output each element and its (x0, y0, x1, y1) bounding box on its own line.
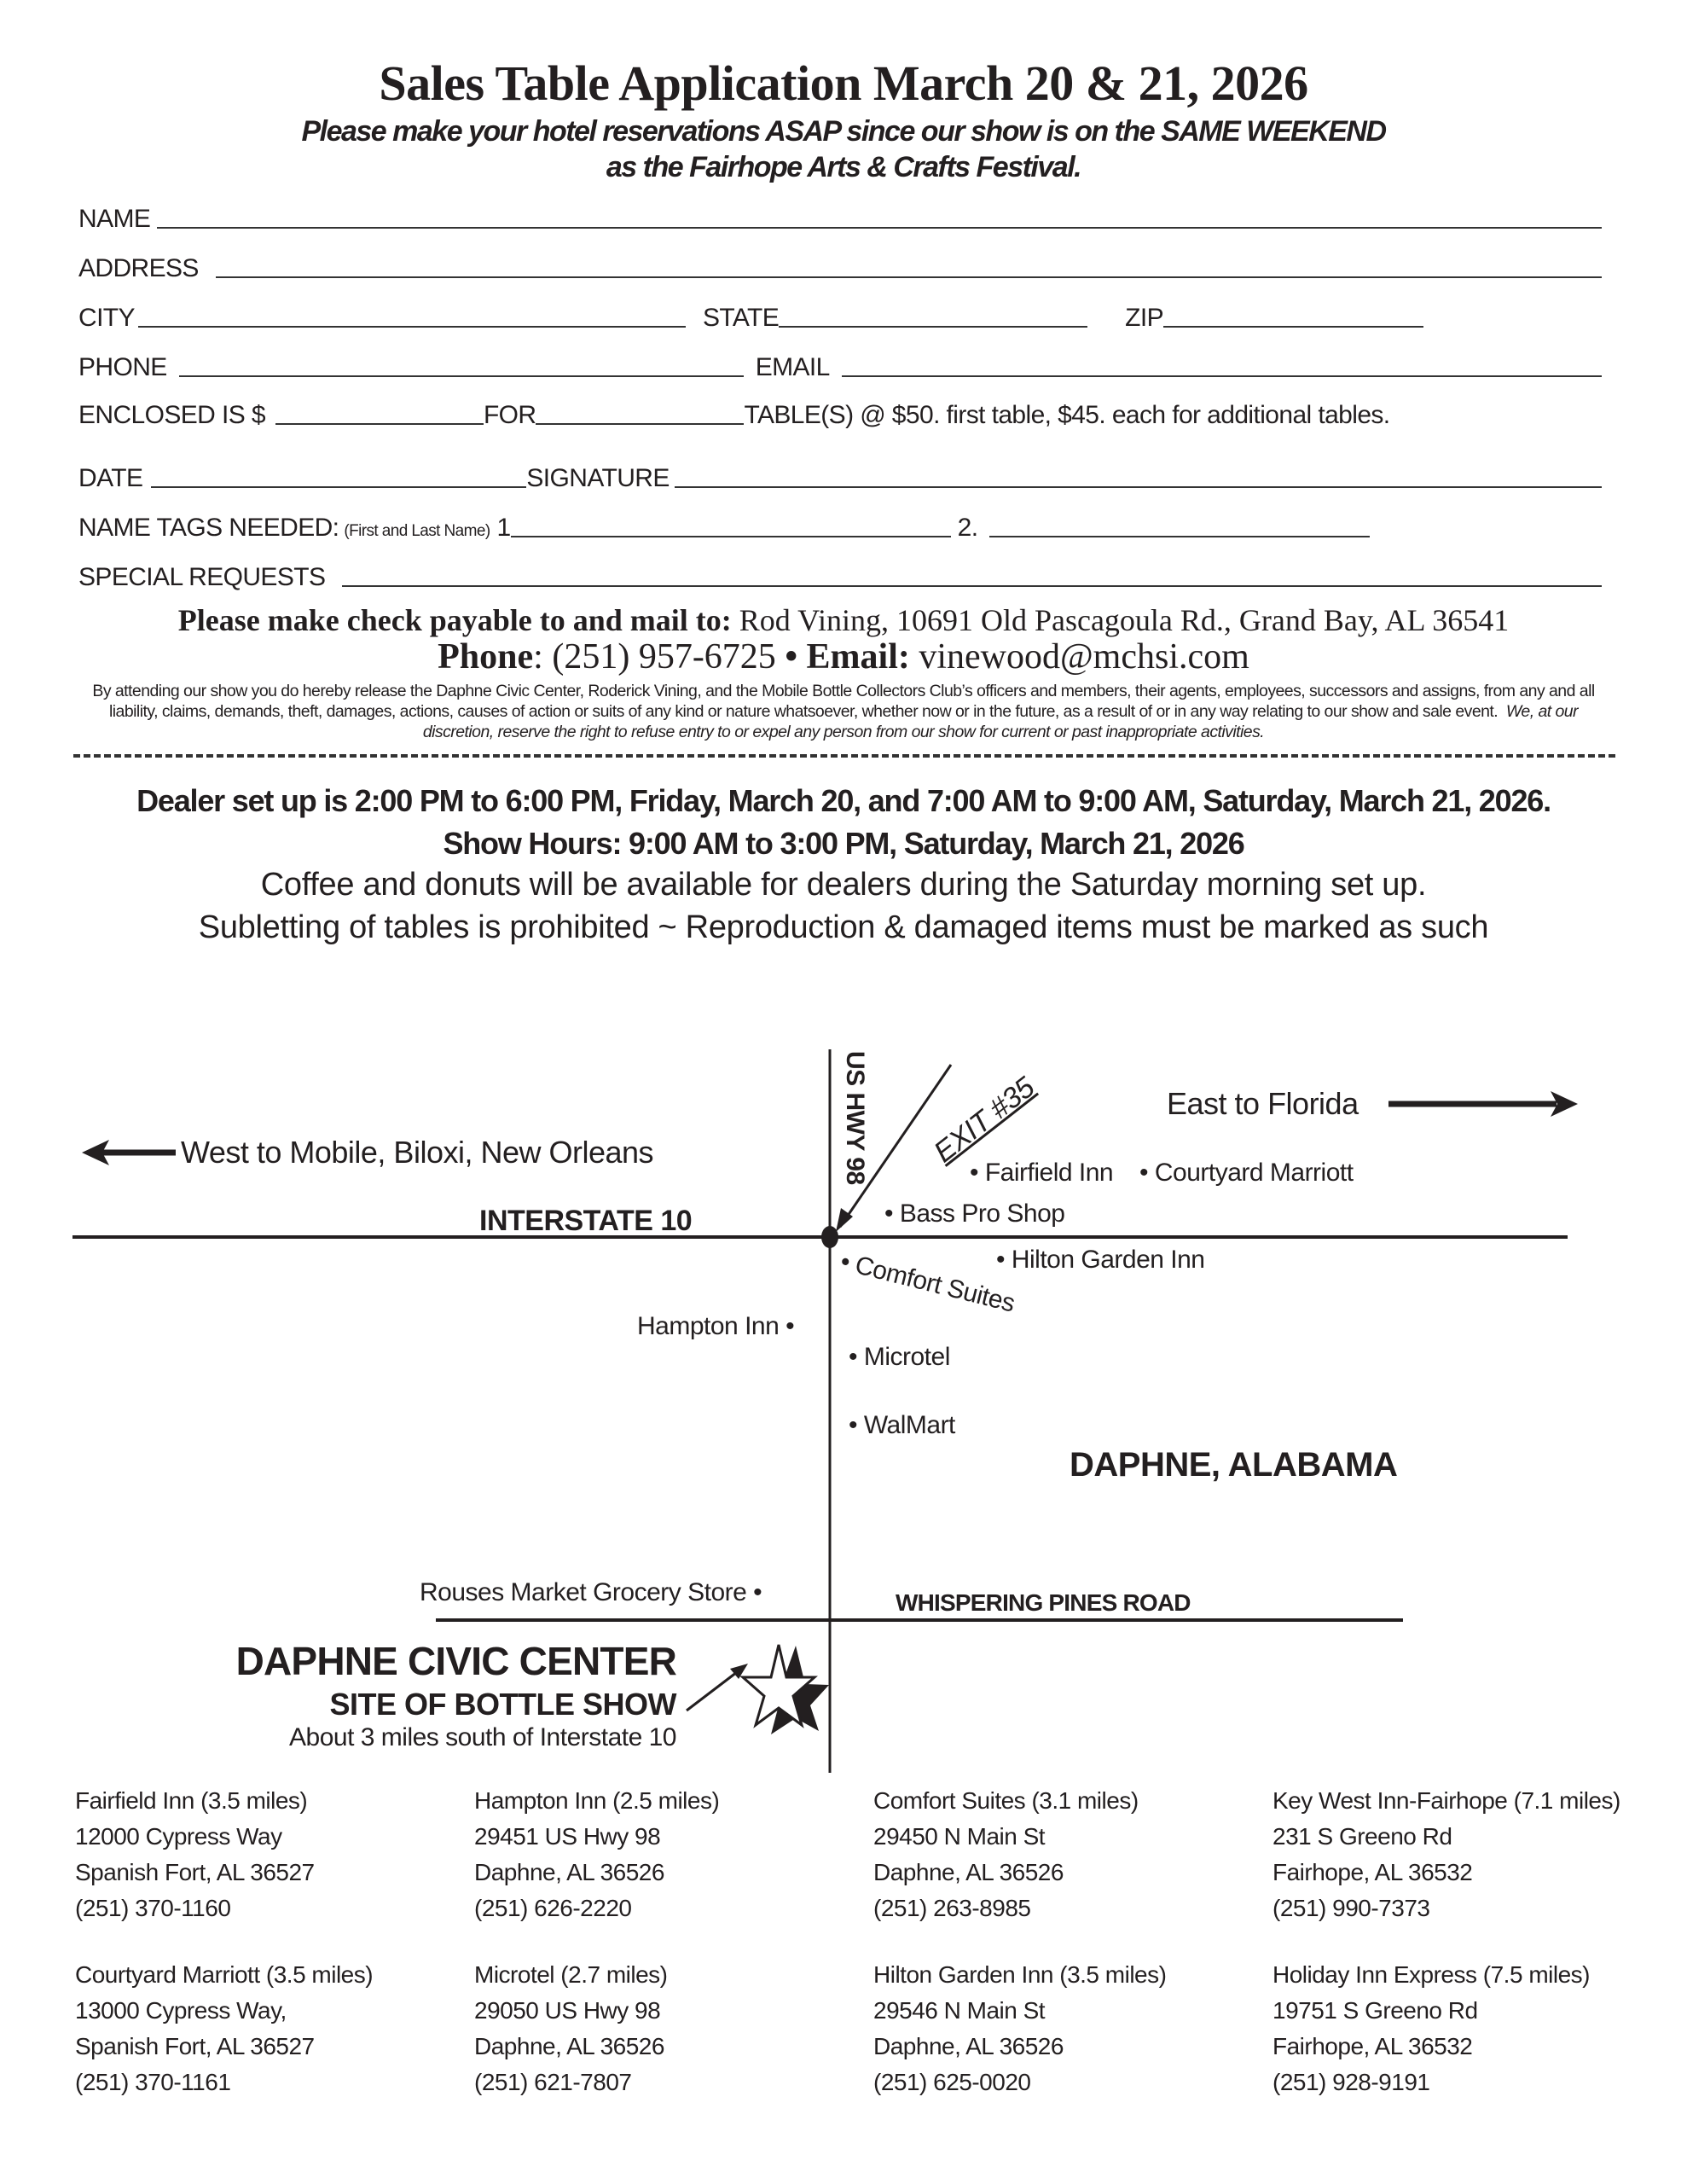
amount-field[interactable] (275, 422, 484, 425)
bullet-separator: • (775, 637, 807, 677)
hotel-street: 12000 Cypress Way (75, 1823, 282, 1850)
hotel-listing (474, 1957, 873, 2100)
disclaimer-text: By attending our show you do hereby release the Daphne Civic Center, Roderick Vining, and the Mobile Bottle Collectors Club’s officers and members, their agents, employees, successors and assigns, from any and all liability, claims, demands, theft, damages, actions, causes of action or suits of any kind or nature whatsoever, whether now or in the future, as a result of or in any way relating to our show and sale event. (92, 682, 1595, 721)
hotel-street: 29050 US Hwy 98 (474, 1997, 661, 2024)
hotel-list (75, 1783, 1661, 2100)
hotel-notice-line-2: as the Fairhope Arts & Crafts Festival. (606, 151, 1081, 183)
venue-name: DAPHNE CIVIC CENTER (235, 1639, 676, 1683)
hotel-name: Hilton Garden Inn (3.5 miles) (873, 1961, 1167, 1988)
name-tag-1-field[interactable] (511, 535, 951, 537)
hotel-name: Microtel (2.7 miles) (474, 1961, 668, 1988)
hotel-street: 29546 N Main St (873, 1997, 1046, 2024)
show-hours-text: Show Hours: 9:00 AM to 3:00 PM, Saturday, March 21, 2026 (443, 826, 1244, 861)
address-field[interactable] (216, 276, 1602, 278)
name-label: NAME (78, 205, 151, 233)
landmark-hampton-inn: Hampton Inn • (637, 1312, 795, 1340)
city-label: CITY (78, 304, 135, 332)
hotel-phone: (251) 263-8985 (873, 1895, 1031, 1921)
state-label: STATE (702, 304, 780, 332)
exit-35-label: EXIT #35 (927, 1071, 1041, 1170)
contact-email[interactable]: vinewood@mchsi.com (919, 637, 1249, 677)
hotel-name: Hampton Inn (2.5 miles) (474, 1787, 720, 1814)
name-tag-2-field[interactable] (989, 535, 1370, 537)
west-direction-label: West to Mobile, Biloxi, New Orleans (181, 1135, 654, 1170)
signature-field[interactable] (675, 485, 1602, 488)
hotel-street: 13000 Cypress Way, (75, 1997, 287, 2024)
hotel-city: Fairhope, AL 36532 (1272, 2033, 1473, 2059)
contact-phone-label: Phone (438, 637, 534, 677)
state-field[interactable] (779, 325, 1087, 328)
mail-instructions (0, 602, 1687, 638)
hotel-street: 29451 US Hwy 98 (474, 1823, 661, 1850)
east-arrow-icon (1388, 1091, 1578, 1117)
city-field[interactable] (138, 325, 686, 328)
west-arrow-icon (82, 1140, 176, 1165)
hotel-city: Daphne, AL 36526 (474, 1859, 664, 1885)
hotel-listing (474, 1783, 873, 1926)
zip-field[interactable] (1163, 325, 1423, 328)
landmark-bass-pro-shop: • Bass Pro Shop (884, 1199, 1065, 1228)
hotel-street: 29450 N Main St (873, 1823, 1046, 1850)
landmark-walmart: • WalMart (849, 1411, 955, 1439)
east-direction-label: East to Florida (1167, 1086, 1359, 1121)
hotel-street: 231 S Greeno Rd (1272, 1823, 1452, 1850)
hotel-phone: (251) 370-1160 (75, 1895, 231, 1921)
venue-arrow-line (687, 1670, 740, 1711)
landmark-fairfield-inn: • Fairfield Inn (970, 1159, 1114, 1187)
special-requests-label: SPECIAL REQUESTS (78, 563, 326, 591)
name-row (78, 201, 1602, 235)
hotel-name: Fairfield Inn (3.5 miles) (75, 1787, 308, 1814)
table-count-field[interactable] (536, 422, 744, 425)
us-hwy-98-label: US HWY 98 (841, 1051, 869, 1185)
landmark-courtyard-marriott: • Courtyard Marriott (1139, 1159, 1354, 1187)
hotel-phone: (251) 625-0020 (873, 2069, 1031, 2095)
contact-email-label: Email: (806, 637, 910, 677)
name-tags-row (78, 510, 1602, 544)
hotel-name: Key West Inn-Fairhope (7.1 miles) (1272, 1787, 1620, 1814)
date-signature-row (78, 461, 1602, 495)
hotel-listing (1272, 1783, 1661, 1926)
coffee-notice: Coffee and donuts will be available for dealers during the Saturday morning set up. (260, 867, 1427, 903)
contact-line (0, 636, 1687, 677)
contact-phone: : (251) 957-6725 (533, 637, 776, 677)
signature-label: SIGNATURE (526, 464, 670, 492)
special-requests-row (78, 560, 1602, 594)
hotel-phone: (251) 928-9191 (1272, 2069, 1430, 2095)
interstate-10-label: INTERSTATE 10 (479, 1205, 693, 1237)
hotel-city: Daphne, AL 36526 (873, 2033, 1064, 2059)
hotel-listing (873, 1957, 1272, 2100)
enclosed-row (78, 398, 1602, 432)
city-state-zip-row (78, 300, 1602, 334)
hotel-name: Courtyard Marriott (3.5 miles) (75, 1961, 374, 1988)
date-label: DATE (78, 464, 143, 492)
hotel-phone: (251) 370-1161 (75, 2069, 231, 2095)
interchange-dot (821, 1226, 838, 1248)
hotel-phone: (251) 626-2220 (474, 1895, 632, 1921)
email-field[interactable] (842, 375, 1602, 377)
landmark-hilton-garden-inn: • Hilton Garden Inn (996, 1246, 1205, 1274)
email-label: EMAIL (755, 353, 830, 381)
hotel-listing (75, 1957, 474, 2100)
page-title: Sales Table Application March 20 & 21, 2026 (379, 55, 1308, 111)
address-label: ADDRESS (78, 254, 199, 282)
for-label: FOR (483, 401, 536, 429)
phone-field[interactable] (179, 375, 744, 377)
hotel-listing (1272, 1957, 1661, 2100)
disclaimer-italic: We, at our discretion, reserve the right to refuse entry to or expel any person from our show for current or past inappropriate activities. (422, 702, 1579, 741)
zip-label: ZIP (1125, 304, 1164, 332)
hotel-city: Daphne, AL 36526 (873, 1859, 1064, 1885)
whispering-pines-label: WHISPERING PINES ROAD (896, 1589, 1191, 1616)
hotel-phone: (251) 990-7373 (1272, 1895, 1430, 1921)
city-label: DAPHNE, ALABAMA (1070, 1446, 1398, 1484)
hotel-listing (873, 1783, 1272, 1926)
name-tag-2-label: 2. (957, 514, 978, 542)
name-field[interactable] (157, 226, 1602, 229)
cut-line-divider (73, 754, 1615, 758)
hotel-city: Fairhope, AL 36532 (1272, 1859, 1473, 1885)
table-pricing-text: TABLE(S) @ $50. first table, $45. each for additional tables. (744, 401, 1390, 429)
venue-subtitle: SITE OF BOTTLE SHOW (329, 1687, 676, 1722)
hotel-name: Comfort Suites (3.1 miles) (873, 1787, 1139, 1814)
landmark-comfort-suites: • Comfort Suites (838, 1247, 1018, 1318)
liability-disclaimer (72, 681, 1615, 742)
directions-map (0, 1007, 1687, 1792)
phone-label: PHONE (78, 353, 167, 381)
enclosed-label: ENCLOSED IS $ (78, 401, 265, 429)
venue-location-note: About 3 miles south of Interstate 10 (289, 1723, 676, 1751)
hotel-listing (75, 1783, 474, 1926)
dealer-setup-text: Dealer set up is 2:00 PM to 6:00 PM, Friday, March 20, and 7:00 AM to 9:00 AM, Saturday, March 21, 2026. (136, 783, 1551, 818)
table-rules: Subletting of tables is prohibited ~ Reproduction & damaged items must be marked as such (198, 909, 1489, 945)
hotel-phone: (251) 621-7807 (474, 2069, 632, 2095)
landmark-rouses-market: Rouses Market Grocery Store • (420, 1578, 762, 1606)
venue-star-icon (743, 1645, 829, 1734)
hotel-name: Holiday Inn Express (7.5 miles) (1272, 1961, 1590, 1988)
mail-address: Rod Vining, 10691 Old Pascagoula Rd., Grand Bay, AL 36541 (739, 603, 1510, 637)
special-requests-field[interactable] (342, 584, 1602, 587)
landmark-microtel: • Microtel (849, 1343, 950, 1371)
date-field[interactable] (151, 485, 526, 488)
hotel-notice-line-1: Please make your hotel reservations ASAP since our show is on the SAME WEEKEND (301, 115, 1386, 148)
phone-email-row (78, 350, 1602, 384)
hotel-city: Spanish Fort, AL 36527 (75, 1859, 315, 1885)
name-tags-hint: (First and Last Name) (344, 522, 490, 540)
name-tag-1-label: 1 (496, 514, 511, 542)
hotel-city: Daphne, AL 36526 (474, 2033, 664, 2059)
address-row (78, 251, 1602, 285)
mail-label: Please make check payable to and mail to: (177, 603, 732, 637)
hotel-city: Spanish Fort, AL 36527 (75, 2033, 315, 2059)
name-tags-label: NAME TAGS NEEDED: (78, 514, 339, 542)
hotel-street: 19751 S Greeno Rd (1272, 1997, 1478, 2024)
